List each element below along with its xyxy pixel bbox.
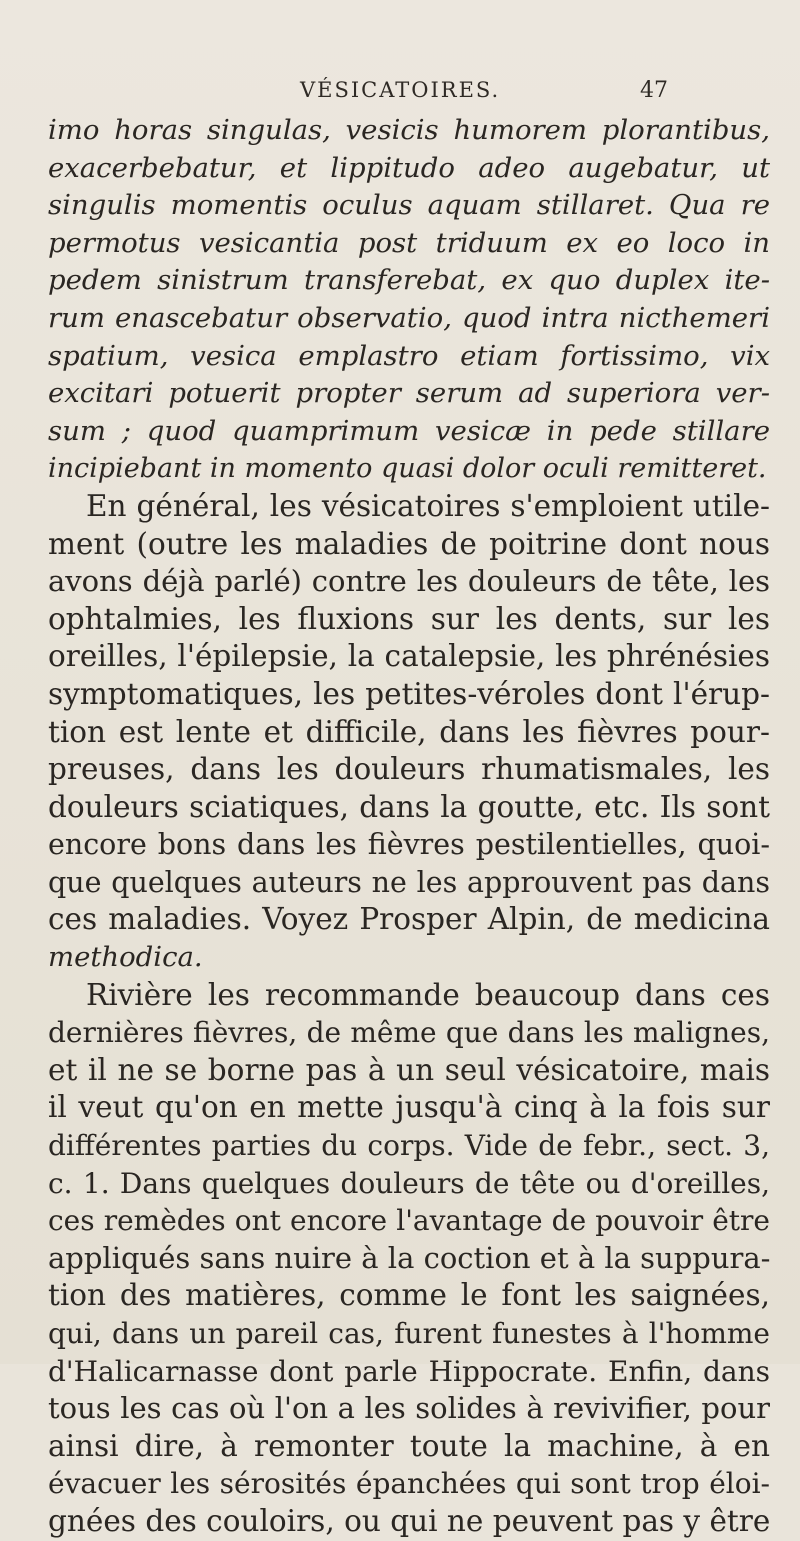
text-line: ainsi dire, à remonter toute la machine, à en: [48, 1428, 770, 1463]
text-line: preuses, dans les douleurs rhumatismales, les: [48, 752, 770, 787]
text-line: appliqués sans nuire à la coction et à la suppura-: [48, 1240, 770, 1275]
text-line: ophtalmies, les fluxions sur les dents, sur les: [48, 601, 770, 636]
text-line: douleurs sciatiques, dans la goutte, etc. Ils sont: [48, 789, 770, 824]
text-line: ces maladies. Voyez Prosper Alpin, de medicina: [48, 902, 770, 937]
text-line: évacuer les sérosités épanchées qui sont trop éloi-: [48, 1467, 770, 1501]
running-title: VÉSICATOIRES.: [300, 78, 501, 102]
text-line: singulis momentis oculus aquam stillaret. Qua re: [48, 189, 770, 222]
text-line: encore bons dans les fièvres pestilentielles, quoi-: [48, 828, 770, 862]
text-line: ment (outre les maladies de poitrine dont nous: [48, 526, 770, 561]
text-line: ces remèdes ont encore l'avantage de pouvoir être: [48, 1204, 770, 1238]
text-line: exacerbebatur, et lippitudo adeo augebatur, ut: [48, 151, 770, 184]
text-line: pedem sinistrum transferebat, ex quo duplex ite-: [48, 264, 770, 297]
text-line: sum ; quod quamprimum vesicæ in pede stillare: [48, 414, 770, 447]
text-line: permotus vesicantia post triduum ex eo loco in: [48, 226, 770, 259]
text-line: c. 1. Dans quelques douleurs de tête ou d'oreilles,: [48, 1166, 770, 1200]
text-line: qui, dans un pareil cas, furent funestes à l'homme: [48, 1317, 770, 1350]
text-line: symptomatiques, les petites-véroles dont l'érup-: [48, 676, 770, 711]
text-line: imo horas singulas, vesicis humorem plorantibus,: [48, 114, 770, 146]
page-number: 47: [640, 78, 668, 103]
text-line: et il ne se borne pas à un seul vésicatoire, mais: [48, 1052, 770, 1087]
text-line: En général, les vésicatoires s'emploient utile-: [86, 488, 770, 523]
text-line: incipiebant in momento quasi dolor oculi remitteret.: [48, 453, 767, 485]
text-line: rum enascebatur observatio, quod intra nicthemeri: [48, 301, 770, 334]
text-line: dernières fièvres, de même que dans les malignes,: [48, 1016, 770, 1050]
text-line: Rivière les recommande beaucoup dans ces: [86, 977, 770, 1012]
text-line: tion des matières, comme le font les saignées,: [48, 1278, 770, 1313]
text-line: avons déjà parlé) contre les douleurs de tête, les: [48, 564, 770, 599]
text-line: methodica.: [48, 941, 203, 974]
text-line: d'Halicarnasse dont parle Hippocrate. Enfin, dans: [48, 1354, 770, 1388]
page-header: [0, 78, 800, 110]
text-line: gnées des couloirs, ou qui ne peuvent pas y être: [48, 1503, 770, 1538]
text-line: tion est lente et difficile, dans les fièvres pour-: [48, 714, 770, 749]
body-text: [48, 112, 770, 1541]
text-line: que quelques auteurs ne les approuvent pas dans: [48, 865, 770, 899]
text-line: tous les cas où l'on a les solides à revivifier, pour: [48, 1391, 770, 1426]
text-line: excitari potuerit propter serum ad superiora ver-: [48, 377, 770, 410]
text-line: il veut qu'on en mette jusqu'à cinq à la fois sur: [48, 1090, 770, 1125]
text-line: oreilles, l'épilepsie, la catalepsie, les phrénésies: [48, 639, 770, 674]
text-line: différentes parties du corps. Vide de febr., sect. 3,: [48, 1129, 770, 1163]
text-line: spatium, vesica emplastro etiam fortissimo, vix: [48, 339, 770, 372]
